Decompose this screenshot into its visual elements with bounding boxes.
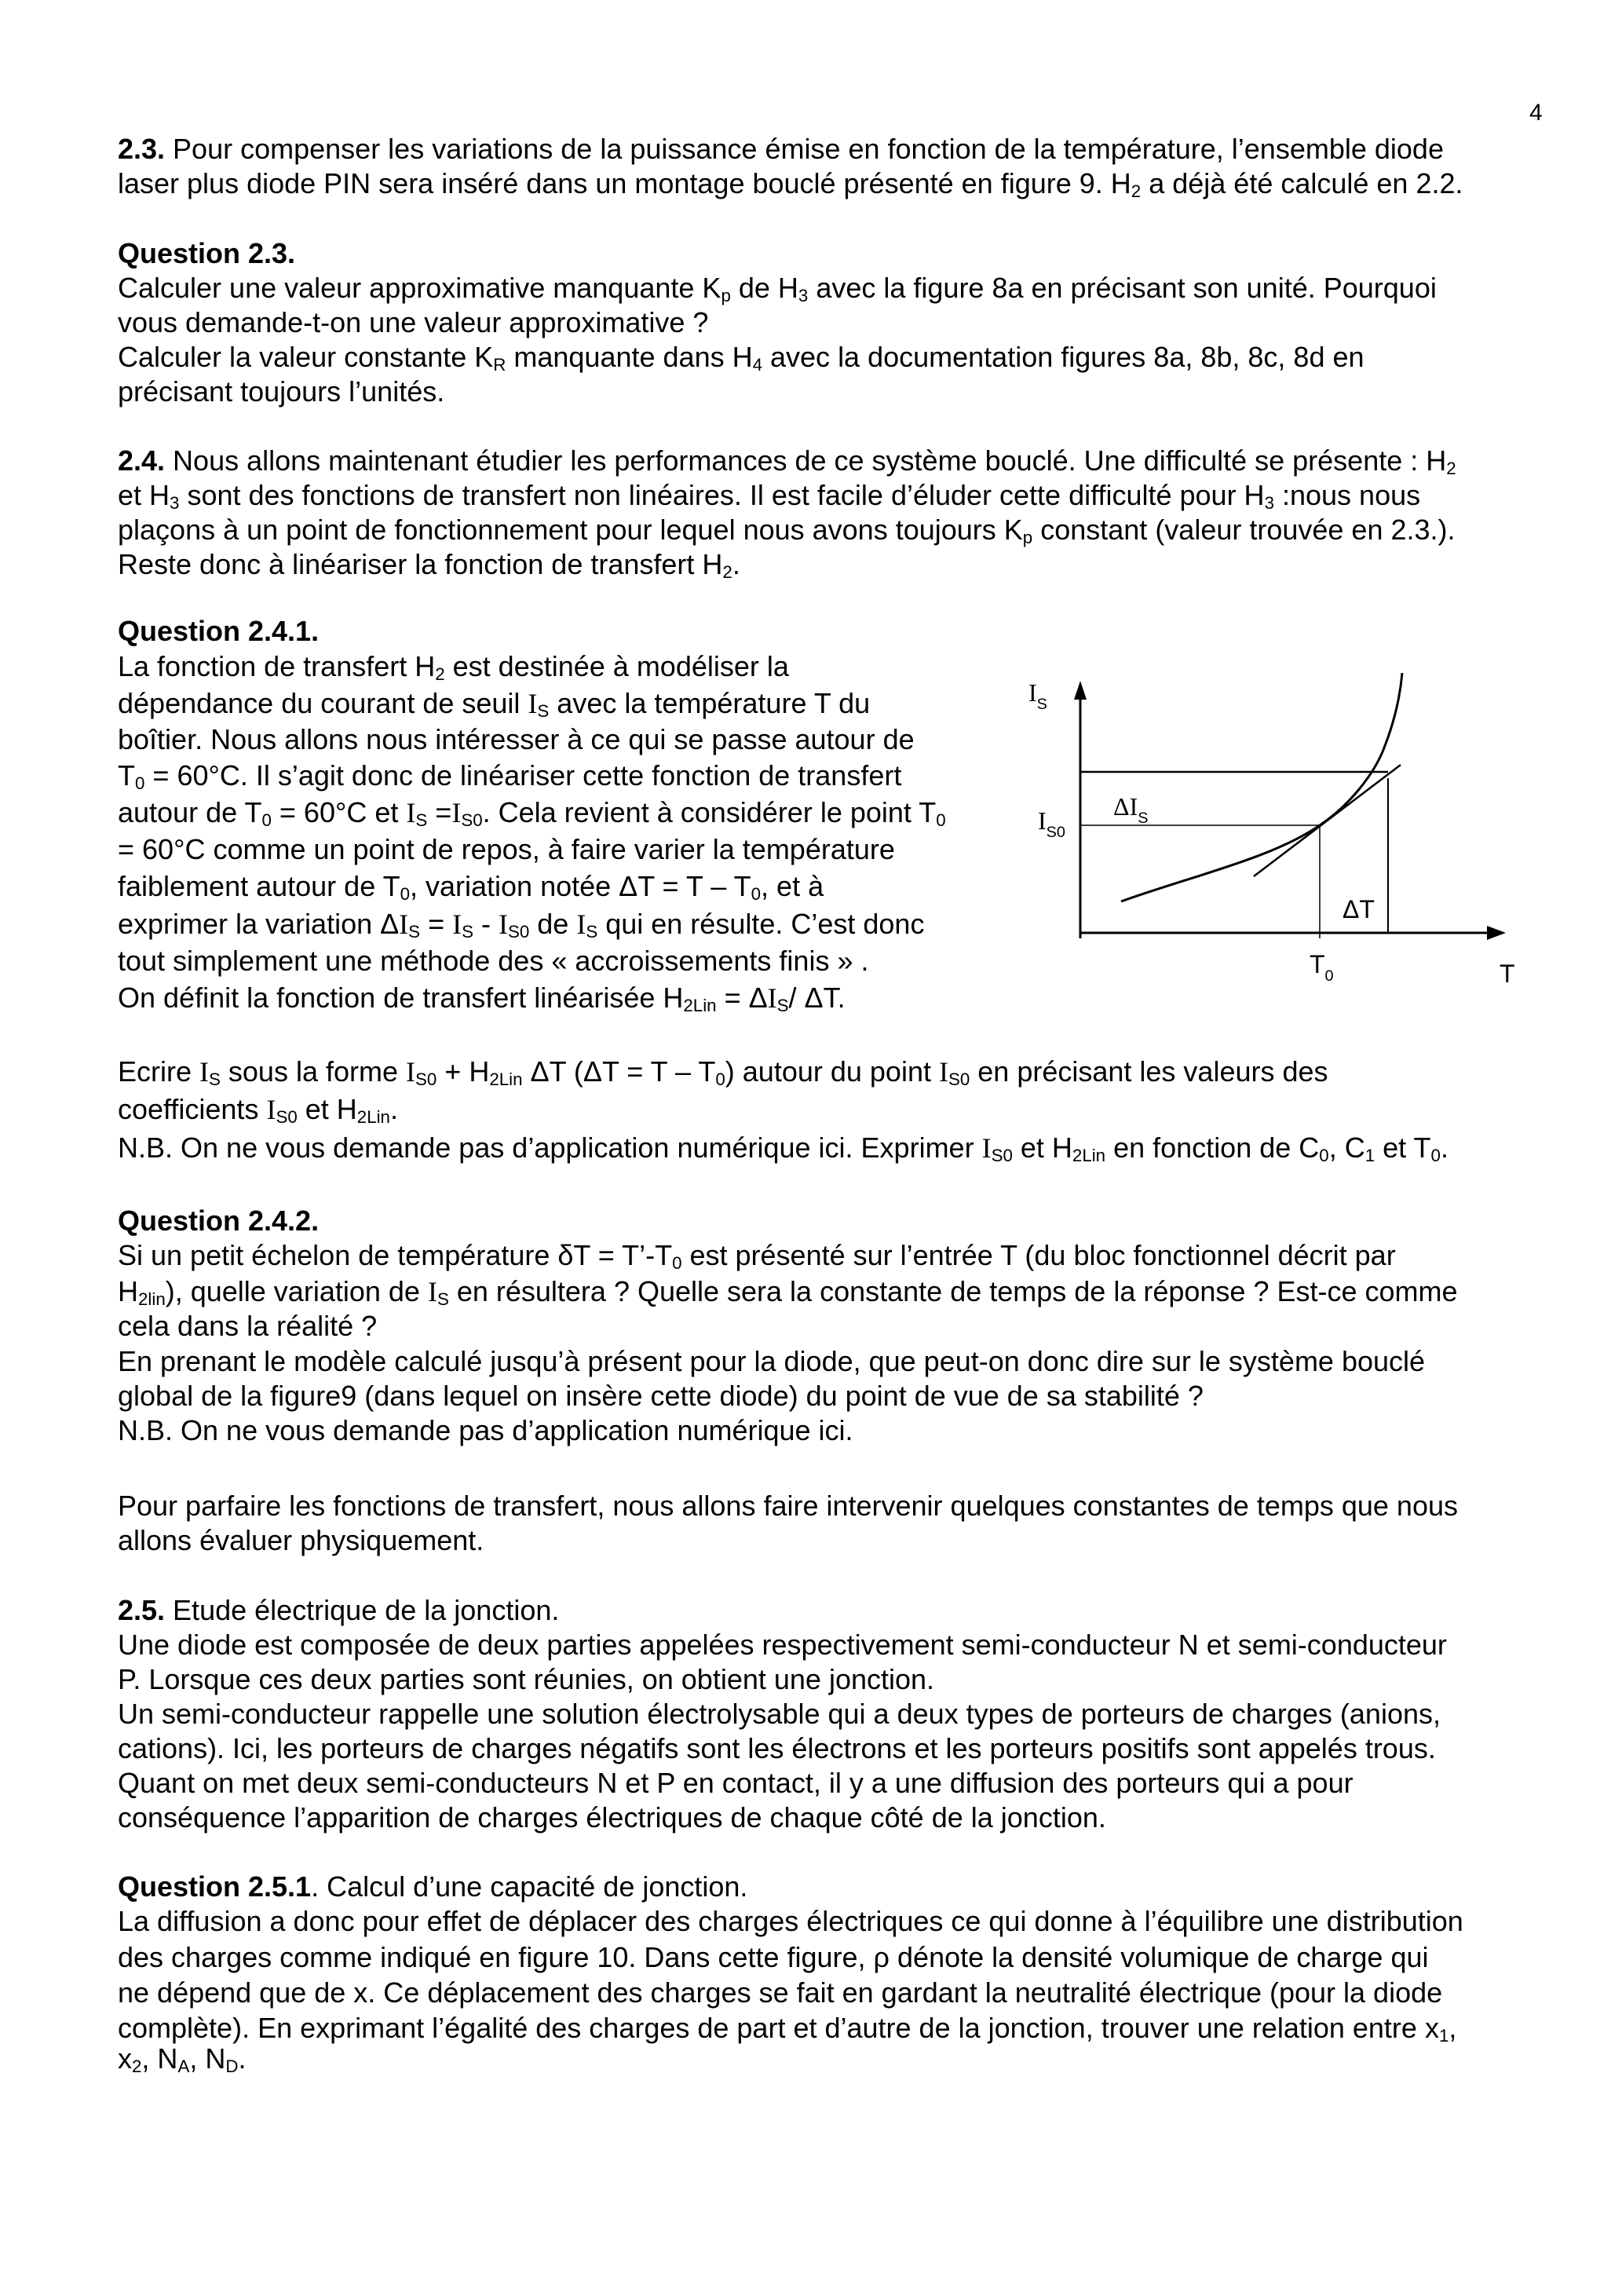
question-2-3-title: Question 2.3.: [118, 237, 296, 269]
question-2-4-2-line-3: cela dans la réalité ?: [118, 1310, 378, 1342]
question-2-4-1-line-4: $T_0 = 60^\circ C$. Il s’agit donc de linéariser cette fonction de transfert: [118, 759, 902, 793]
question-2-5-1-line-3: ne dépend que de x. Ce déplacement des charges se fait en gardant la neutralité électrique (pour la diode: [118, 1976, 1443, 2009]
ecrire-line-2: coefficients $I_{S0}$ et $H_{2Lin}$.: [118, 1093, 398, 1127]
tangent-line: [1254, 765, 1401, 876]
section-2-5-line-5: Quant on met deux semi-conducteurs N et P en contact, il y a une diffusion des porteurs qui a pour: [118, 1767, 1353, 1799]
section-2-5-line-3: Un semi-conducteur rappelle une solution électrolysable qui a deux types de porteurs de charges (anions,: [118, 1698, 1441, 1730]
question-2-4-1-line-7: faiblement autour de $T_0$, variation notée $\Delta T = T - T_0$, et à: [118, 870, 824, 904]
question-2-4-1-title: Question 2.4.1.: [118, 615, 320, 647]
ecrire-line-3: N.B. On ne vous demande pas d’application numérique ici. Exprimer $I_{S0}$ et $H_{2Lin}$ en fonction de $C_0$, $C_1$ et $T_0$.: [118, 1132, 1448, 1165]
delta-is-label: $\Delta I_S$: [1113, 792, 1149, 827]
question-2-3-line-3: Calculer la valeur constante $K_R$ manquante dans $H_4$ avec la documentation figures 8a, 8b, 8c, 8d en: [118, 341, 1364, 375]
section-number: 2.4.: [118, 444, 166, 477]
section-number: 2.5.: [118, 1594, 166, 1626]
question-2-4-2-line-4: En prenant le modèle calculé jusqu’à présent pour la diode, que peut-on donc dire sur le système bouclé: [118, 1345, 1426, 1377]
question-2-5-1-line-1: La diffusion a donc pour effet de déplacer des charges électriques ce qui donne à l’équilibre une distribution: [118, 1905, 1463, 1937]
question-2-4-1-line-9: tout simplement une méthode des « accroissements finis » .: [118, 945, 869, 977]
question-2-4-2-line-2: $H_{2lin}$), quelle variation de $I_S$ en résultera ? Quelle sera la constante de temps de la réponse ? Est-ce comme: [118, 1275, 1458, 1309]
section-2-3-line-1: 2.3. Pour compenser les variations de la puissance émise en fonction de la température, l’ensemble diode: [118, 133, 1444, 165]
section-2-5-line-2: P. Lorsque ces deux parties sont réunies, on obtient une jonction.: [118, 1663, 935, 1695]
exponential-curve: [1121, 673, 1402, 901]
question-2-4-2-line-1: Si un petit échelon de température $\delta T = T’-T_0$ est présenté sur l’entrée T (du bloc fonctionnel décrit par: [118, 1239, 1396, 1273]
question-2-4-2-line-5: global de la figure9 (dans lequel on insère cette diode) du point de vue de sa stabilité ?: [118, 1380, 1204, 1412]
question-2-4-1-line-8: exprimer la variation $\Delta I_S = I_S - I_{S0}$ de $I_S$ qui en résulte. C’est donc: [118, 908, 925, 941]
threshold-current-vs-temperature-figure: [1013, 664, 1547, 1009]
section-2-5-line-1: Une diode est composée de deux parties appelées respectivement semi-conducteur N et semi-conducteur: [118, 1629, 1447, 1661]
section-2-4-line-2: et $H_3$ sont des fonctions de transfert non linéaires. Il est facile d’éluder cette difficulté pour $H_3$ :nous nous: [118, 479, 1421, 513]
parfaire-line-2: allons évaluer physiquement.: [118, 1524, 484, 1556]
is0-label: $I_{S0}$: [1038, 806, 1065, 841]
section-2-5-line-4: cations). Ici, les porteurs de charges négatifs sont les électrons et les porteurs positifs sont appelés trous.: [118, 1732, 1436, 1764]
t0-label: $T_0$: [1310, 950, 1334, 985]
y-axis-arrow-icon: [1074, 681, 1087, 700]
ecrire-line-1: Ecrire $I_S$ sous la forme $I_{S0} + H_{2Lin}$ ΔT $(\Delta T = T - T_0)$ autour du point $I_{S0}$ en précisant les valeurs des: [118, 1055, 1328, 1089]
y-axis-label: $I_S$: [1028, 678, 1047, 713]
question-2-5-1-line-2: des charges comme indiqué en figure 10. Dans cette figure, ρ dénote la densité volumique de charge qui: [118, 1941, 1429, 1973]
page-number: 4: [1529, 100, 1543, 126]
section-number: 2.3.: [118, 133, 166, 165]
question-2-5-1-line-4: complète). En exprimant l’égalité des charges de part et d’autre de la jonction, trouver une relation entre $x_1$,: [118, 2012, 1457, 2046]
x-axis-arrow-icon: [1487, 926, 1506, 940]
question-2-3-line-2: vous demande-t-on une valeur approximative ?: [118, 306, 709, 338]
section-2-4-line-3: plaçons à un point de fonctionnement pour lequel nous avons toujours $K_p$ constant (valeur trouvée en 2.3.).: [118, 514, 1456, 547]
parfaire-line-1: Pour parfaire les fonctions de transfert, nous allons faire intervenir quelques constantes de temps que nous: [118, 1490, 1458, 1522]
question-2-4-1-line-6: = 60°C comme un point de repos, à faire varier la température: [118, 833, 895, 865]
section-2-5-line-6: conséquence l’apparition de charges électriques de chaque côté de la jonction.: [118, 1801, 1106, 1834]
question-2-4-1-line-3: boîtier. Nous allons nous intéresser à ce qui se passe autour de: [118, 723, 915, 755]
figure-drawing: [1013, 664, 1547, 1009]
question-2-3-line-4: précisant toujours l’unités.: [118, 375, 445, 408]
question-2-4-1-line-10: On définit la fonction de transfert linéarisée $H_{2Lin} = \Delta I_S/$ ΔT.: [118, 982, 846, 1015]
section-2-5-title: 2.5. Etude électrique de la jonction.: [118, 1594, 560, 1626]
delta-t-label: ΔT: [1343, 895, 1375, 923]
question-2-5-1-title: Question 2.5.1. Calcul d’une capacité de jonction.: [118, 1870, 748, 1903]
question-2-4-1-line-2: dépendance du courant de seuil $I_S$ avec la température T du: [118, 687, 871, 721]
question-2-3-line-1: Calculer une valeur approximative manquante $K_p$ de $H_3$ avec la figure 8a en précisant son unité. Pourquoi: [118, 272, 1437, 305]
x-axis-label: T: [1500, 960, 1515, 988]
question-2-4-2-title: Question 2.4.2.: [118, 1205, 320, 1237]
question-2-5-1-line-5: $x_2$, $N_A$, $N_D$.: [118, 2042, 247, 2076]
section-2-4-line-4: Reste donc à linéariser la fonction de transfert $H_2$.: [118, 548, 740, 582]
question-2-4-1-line-1: La fonction de transfert $H_2$ est destinée à modéliser la: [118, 650, 789, 684]
question-2-4-1-line-5: autour de $T_0 = 60^\circ C$ et $I_S =I_{S0}$. Cela revient à considérer le point $T_0$: [118, 796, 946, 830]
question-2-4-2-line-6: N.B. On ne vous demande pas d’application numérique ici.: [118, 1414, 853, 1446]
section-2-4-line-1: 2.4. Nous allons maintenant étudier les performances de ce système bouclé. Une difficulté se présente : $H_2$: [118, 444, 1456, 478]
section-2-3-line-2: laser plus diode PIN sera inséré dans un montage bouclé présenté en figure 9. $H_2$ a déjà été calculé en 2.2.: [118, 167, 1463, 201]
